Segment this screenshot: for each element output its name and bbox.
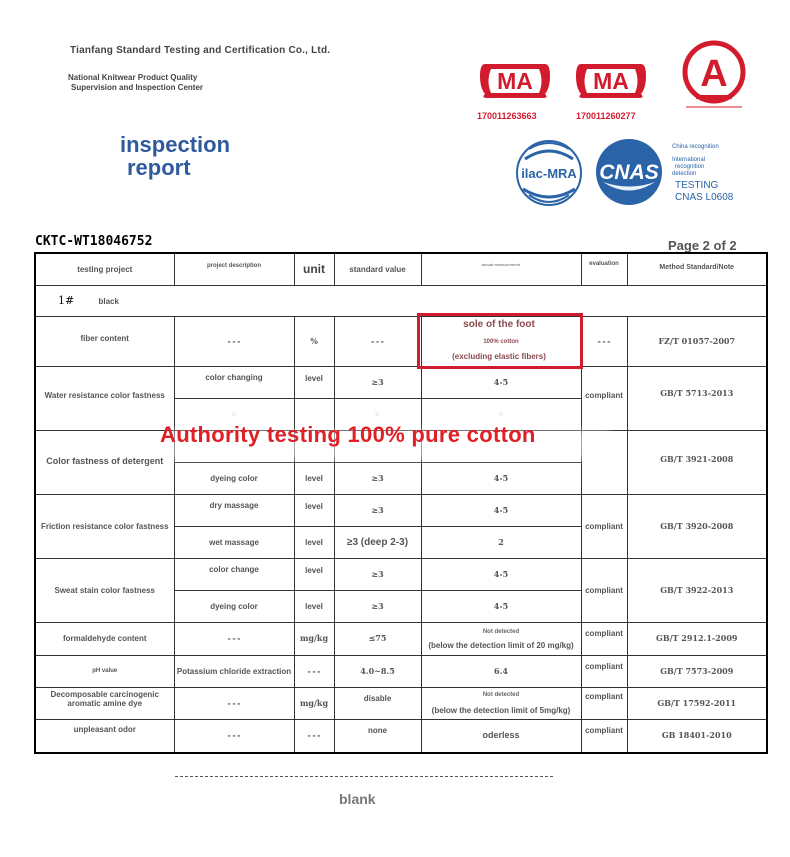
report-title-line1: inspection xyxy=(120,132,231,157)
header-evaluation: evaluation xyxy=(581,253,627,285)
cnas-international: International xyxy=(672,157,706,163)
center-name xyxy=(68,73,203,93)
odor-measure: oderless xyxy=(421,719,581,753)
friction-standard-1: ≥3 xyxy=(334,494,421,526)
formaldehyde-not-detected: Not detected xyxy=(482,628,520,635)
detergent-unit-2: level xyxy=(294,462,334,494)
cnas-detection: detection xyxy=(672,171,697,177)
ph-desc: Potassium chloride extraction xyxy=(174,655,294,687)
friction-unit-2: level xyxy=(294,526,334,558)
amine-unit: mg/kg xyxy=(294,687,334,719)
water-standard-2: · xyxy=(334,398,421,430)
friction-unit-1: level xyxy=(294,494,334,526)
amine-desc: --- xyxy=(174,687,294,719)
cma-logo-2-label: MA xyxy=(593,68,629,94)
header-standard: standard value xyxy=(334,253,421,285)
friction-method: GB/T 3920-2008 xyxy=(627,494,767,558)
fiber-unit: % xyxy=(294,316,334,366)
formaldehyde-standard: ≤75 xyxy=(334,622,421,655)
water-measure-1: 4-5 xyxy=(421,366,581,398)
cma-logo-2 xyxy=(573,56,649,104)
ph-eval: compliant xyxy=(581,655,627,687)
friction-measure-2: 2 xyxy=(421,526,581,558)
formaldehyde-project: formaldehyde content xyxy=(35,622,174,655)
odor-desc: --- xyxy=(174,719,294,753)
sample-cell xyxy=(35,285,767,316)
detergent-measure-2: 4-5 xyxy=(421,462,581,494)
amine-limit: (below the detection limit of 5mg/kg) xyxy=(431,706,571,715)
amine-measure xyxy=(421,687,581,719)
header-measurement: actual measurement xyxy=(421,253,581,285)
sweat-standard-1: ≥3 xyxy=(334,558,421,590)
fiber-measurement-text: 100% cotton xyxy=(483,338,519,345)
cma-number-1: 170011263663 xyxy=(477,111,537,121)
report-number: CKTC-WT18046752 xyxy=(35,234,153,249)
fiber-desc: --- xyxy=(174,316,294,366)
overlay-slogan: Authority testing 100% pure cotton xyxy=(160,422,536,447)
table-header-row xyxy=(35,253,767,285)
sample-color: black xyxy=(98,296,119,306)
odor-standard: none xyxy=(334,719,421,753)
formaldehyde-measure xyxy=(421,622,581,655)
sweat-desc-1: color change xyxy=(174,558,294,590)
formaldehyde-desc: --- xyxy=(174,622,294,655)
amine-not-detected: Not detected xyxy=(482,692,520,698)
odor-project: unpleasant odor xyxy=(35,719,174,753)
cal-logo xyxy=(678,40,750,110)
cal-logo-label: A xyxy=(700,53,728,95)
amine-standard: disable xyxy=(334,687,421,719)
friction-measure-1: 4-5 xyxy=(421,494,581,526)
detergent-desc-2: dyeing color xyxy=(174,462,294,494)
header-method: Method Standard/Note xyxy=(627,253,767,285)
ph-method: GB/T 7573-2009 xyxy=(627,655,767,687)
formaldehyde-method: GB/T 2912.1-2009 xyxy=(627,622,767,655)
center-name-line1: National Knitwear Product Quality xyxy=(68,73,198,82)
header-project: testing project xyxy=(35,253,174,285)
fiber-project: fiber content xyxy=(35,316,174,366)
sweat-standard-2: ≥3 xyxy=(334,590,421,622)
ph-unit: --- xyxy=(294,655,334,687)
friction-project: Friction resistance color fastness xyxy=(35,494,174,558)
ilac-mra-logo xyxy=(515,139,583,207)
sweat-eval: compliant xyxy=(581,558,627,622)
highlight-title: sole of the foot xyxy=(463,319,535,330)
sample-row xyxy=(35,285,767,316)
water-project: Water resistance color fastness xyxy=(35,366,174,430)
friction-desc-2: wet massage xyxy=(174,526,294,558)
sweat-project: Sweat stain color fastness xyxy=(35,558,174,622)
cnas-logo-label: CNAS xyxy=(599,161,659,184)
water-desc-1: color changing xyxy=(174,366,294,398)
fiber-method: FZ/T 01057-2007 xyxy=(627,316,767,366)
amine-project: Decomposable carcinogenic aromatic amine dye xyxy=(35,687,174,719)
odor-eval: compliant xyxy=(581,719,627,753)
friction-standard-2: ≥3 (deep 2-3) xyxy=(334,526,421,558)
friction-desc-1: dry massage xyxy=(174,494,294,526)
formaldehyde-unit: mg/kg xyxy=(294,622,334,655)
water-eval: compliant xyxy=(581,366,627,430)
cnas-testing: TESTING xyxy=(675,180,719,191)
cma-number-2: 170011260277 xyxy=(576,111,636,121)
water-unit-1: level xyxy=(294,366,334,398)
sweat-unit-1: level xyxy=(294,558,334,590)
cnas-code: CNAS L0608 xyxy=(675,192,734,203)
fiber-eval: --- xyxy=(581,316,627,366)
page-indicator: Page 2 of 2 xyxy=(668,238,737,253)
inspection-table xyxy=(34,252,768,754)
header-unit: unit xyxy=(294,253,334,285)
sample-number: 1# xyxy=(58,293,75,307)
table-row xyxy=(35,687,767,719)
sweat-desc-2: dyeing color xyxy=(174,590,294,622)
cnas-china-recognition: China recognition xyxy=(672,144,719,150)
header-description: project description xyxy=(174,253,294,285)
odor-unit: --- xyxy=(294,719,334,753)
odor-method: GB 18401-2010 xyxy=(627,719,767,753)
cnas-recognition: recognition xyxy=(675,164,705,170)
amine-method: GB/T 17592-2011 xyxy=(627,687,767,719)
ph-standard: 4.0~8.5 xyxy=(334,655,421,687)
ilac-mra-logo-label: ilac-MRA xyxy=(521,166,577,181)
water-desc-2: · xyxy=(174,398,294,430)
ph-measure: 6.4 xyxy=(421,655,581,687)
blank-label: blank xyxy=(339,791,376,807)
sweat-measure-2: 4-5 xyxy=(421,590,581,622)
report-title-line2: report xyxy=(127,155,191,180)
table-row xyxy=(35,316,767,366)
table-row xyxy=(35,719,767,753)
formaldehyde-limit: (below the detection limit of 20 mg/kg) xyxy=(428,640,574,650)
sweat-measure-1: 4-5 xyxy=(421,558,581,590)
end-divider xyxy=(175,776,553,777)
cma-logo-1-label: MA xyxy=(497,68,533,94)
highlight-subtitle: (excluding elastic fibers) xyxy=(452,352,546,361)
fiber-standard: --- xyxy=(334,316,421,366)
water-measure-2: · xyxy=(421,398,581,430)
center-name-line2: Supervision and Inspection Center xyxy=(71,83,204,92)
detergent-standard-2: ≥3 xyxy=(334,462,421,494)
table-row xyxy=(35,494,767,526)
detergent-method: GB/T 3921-2008 xyxy=(627,430,767,494)
detergent-project: Color fastness of detergent xyxy=(35,430,174,494)
table-row xyxy=(35,655,767,687)
ph-project: pH value xyxy=(35,655,174,687)
organization-name: Tianfang Standard Testing and Certification Co., Ltd. xyxy=(70,45,331,56)
water-standard-1: ≥3 xyxy=(334,366,421,398)
table-row xyxy=(35,622,767,655)
formaldehyde-eval: compliant xyxy=(581,622,627,655)
amine-eval: compliant xyxy=(581,687,627,719)
sweat-method: GB/T 3922-2013 xyxy=(627,558,767,622)
friction-eval: compliant xyxy=(581,494,627,558)
sweat-unit-2: level xyxy=(294,590,334,622)
table-row xyxy=(35,366,767,398)
table-row xyxy=(35,558,767,590)
water-method: GB/T 5713-2013 xyxy=(627,366,767,430)
cma-logo-1 xyxy=(477,56,553,104)
cnas-logo xyxy=(591,137,669,207)
